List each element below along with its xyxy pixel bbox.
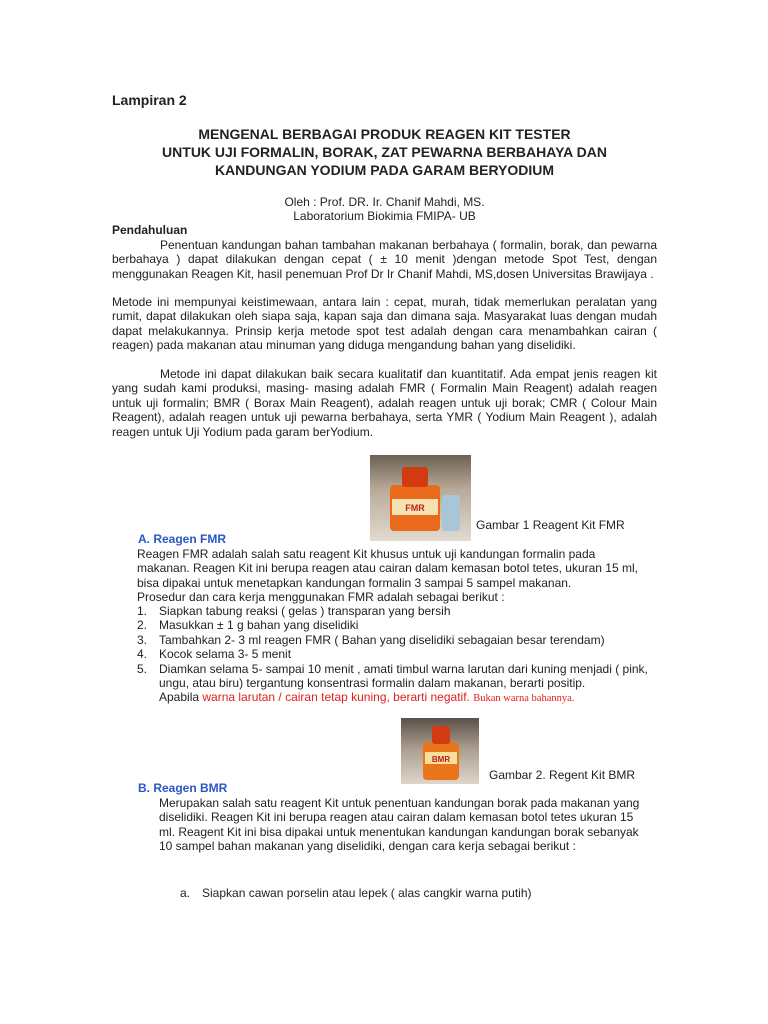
pendahuluan-heading: Pendahuluan [112, 223, 188, 237]
document-title [112, 125, 657, 179]
figure-1-photo [370, 455, 471, 541]
list-item: 1. Siapkan tabung reaksi ( gelas ) transparan yang bersih [137, 604, 451, 618]
section-b-intro: Merupakan salah satu reagent Kit untuk penentuan kandungan borak pada makanan yang diselidiki. Reagen Kit ini berupa reagen atau cairan dalam kemasan botol tetes ukuran 15 ml. Reagent Kit ini bisa dipakai untuk menentukan kandungan kandungan borak sebanyak 10 sampel bahan makanan yang diselidiki, dengan cara kerja sebagai berikut : [159, 796, 640, 854]
section-b-steps [180, 886, 640, 900]
author-affiliation: Laboratorium Biokimia FMIPA- UB [293, 209, 476, 223]
section-a-intro: Reagen FMR adalah salah satu reagent Kit khusus untuk uji kandungan formalin pada makanan. Reagen Kit ini berupa reagen atau cairan dalam kemasan botol tetes, ukuran 15 ml, bisa dipakai untuk menetapkan kandungan formalin 3 sampai 5 sampel makanan. [137, 547, 638, 590]
list-item: 3. Tambahkan 2- 3 ml reagen FMR ( Bahan yang diselidiki sebagaian besar terendam) [137, 632, 605, 647]
title-line-3: KANDUNGAN YODIUM PADA GARAM BERYODIUM [214, 162, 555, 178]
lampiran-label: Lampiran 2 [112, 92, 187, 108]
figure-2-caption: Gambar 2. Regent Kit BMR [489, 768, 636, 782]
section-a-steps [137, 604, 657, 707]
bmr-bottle-label: BMR [431, 755, 451, 764]
bmr-bottle-image [401, 718, 479, 784]
pendahuluan-paragraph-1: Penentuan kandungan bahan tambahan makanan berbahaya ( formalin, borak, dan pewarna berbahaya ) dapat dilakukan dengan cepat ( ± 10 menit )dengan metode Spot Test, dengan menggunakan Reagen Kit, hasil penemuan Prof Dr Ir Chanif Mahdi, MS,dosen Universitas Brawijaya . [112, 238, 657, 281]
title-line-2: UNTUK UJI FORMALIN, BORAK, ZAT PEWARNA BERBAHAYA DAN [162, 144, 607, 160]
title-line-1: MENGENAL BERBAGAI PRODUK REAGEN KIT TESTER [198, 126, 571, 142]
pendahuluan-paragraph-2: Metode ini mempunyai keistimewaan, antara lain : cepat, murah, tidak memerlukan peralatan yang rumit, dapat dilakukan oleh siapa saja, kapan saja dan dimana saja. Masyarakat luas dengan mudah dapat melakukannya. Prinsip kerja metode spot test adalah dengan cara menambahkan cairan ( reagen) pada makanan atau minuman yang diduga mengandung bahan yang diselidiki. [112, 295, 657, 353]
list-item: a. Siapkan cawan porselin atau lepek ( alas cangkir warna putih) [180, 886, 532, 900]
fmr-bottle-label: FMR [405, 503, 425, 513]
figure-1-caption: Gambar 1 Reagent Kit FMR [476, 518, 625, 532]
negative-result-note: warna larutan / cairan tetap kuning, berarti negatif. [202, 690, 470, 705]
figure-2-photo [401, 718, 479, 784]
list-item: 2. Masukkan ± 1 g bahan yang diselidiki [137, 618, 359, 633]
section-a-title: A. Reagen FMR [138, 532, 227, 546]
color-note: Bukan warna bahannya. [473, 693, 575, 705]
pendahuluan-paragraph-3: Metode ini dapat dilakukan baik secara kualitatif dan kuantitatif. Ada empat jenis reagen kit yang sudah kami produksi, masing- masing adalah FMR ( Formalin Main Reagent) adalah reagen untuk uji formalin; BMR ( Borax Main Reagent), adalah reagen untuk uji borak; CMR ( Colour Main Reagent), adalah reagen untuk uji pewarna berbahaya, serta YMR ( Yodium Main Reagent ), adalah reagen untuk Uji Yodium pada garam berYodium. [112, 367, 657, 439]
list-item: 5. Diamkan selama 5- sampai 10 menit , amati timbul warna larutan dari kuning menjadi ( pink, ungu, atau biru) tergantung konsentrasi formalin dalam makanan, berarti positip. Apabila warna larutan / cairan tetap kuning, berarti negatif. Bukan warna bahannya. [137, 661, 648, 705]
list-item: 4. Kocok selama 3- 5 menit [137, 647, 292, 662]
section-b-title: B. Reagen BMR [138, 781, 228, 795]
section-a-procedure: Prosedur dan cara kerja menggunakan FMR adalah sebagai berikut : [137, 590, 505, 604]
author-block [112, 195, 657, 223]
fmr-bottle-image [370, 455, 471, 541]
author-name: Oleh : Prof. DR. Ir. Chanif Mahdi, MS. [284, 195, 485, 209]
